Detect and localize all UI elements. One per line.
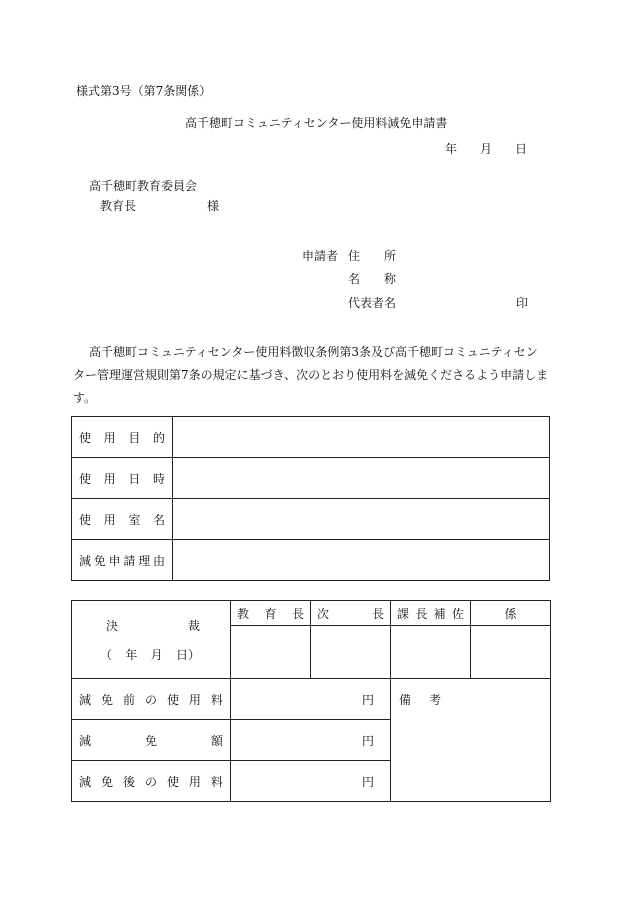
fee-after-field[interactable] [231, 761, 391, 802]
date-year: 年 [445, 142, 458, 156]
header-kakari: 係 [471, 601, 551, 626]
name-label: 名 称 [348, 272, 396, 286]
label-reason: 減 免 申 請 理 由 [72, 540, 173, 581]
remarks-cell[interactable] [391, 679, 551, 802]
yen-unit: 円 [361, 774, 374, 789]
date-day: 日 [515, 142, 528, 156]
label-purpose: 使 用 目 的 [72, 417, 173, 458]
table-row [72, 417, 550, 458]
body-line-3: す。 [73, 391, 97, 405]
document-title: 高千穂町コミュニティセンター使用料減免申請書 [185, 116, 448, 130]
decision-table [71, 600, 551, 802]
fee-before-field[interactable] [231, 679, 391, 720]
header-kyouikucho: 教 育 長 [231, 601, 311, 626]
seal-box-kachohosa[interactable] [391, 626, 471, 679]
seal-box-kakari[interactable] [471, 626, 551, 679]
decision-date: （ 年 月 日） [100, 647, 200, 662]
applicant-label: 申請者 [302, 249, 339, 263]
decision-cell [72, 601, 231, 679]
label-room: 使 用 室 名 [72, 499, 173, 540]
form-number: 様式第3号（第7条関係） [76, 84, 212, 98]
header-jicho: 次 長 [311, 601, 391, 626]
label-fee-before: 減 免 前 の 使 用 料 [72, 679, 231, 720]
usage-table [71, 416, 550, 581]
yen-unit: 円 [361, 733, 374, 748]
label-fee-after: 減 免 後 の 使 用 料 [72, 761, 231, 802]
seal-mark: 印 [516, 296, 529, 310]
body-line-2: ター管理運営規則第7条の規定に基づき、次のとおり使用料を減免くださるよう申請しま [73, 368, 549, 382]
label-reduction-amount: 減 免 額 [72, 720, 231, 761]
header-kachohosa: 課 長 補 佐 [391, 601, 471, 626]
seal-box-jicho[interactable] [311, 626, 391, 679]
remarks-label: 備 考 [399, 693, 442, 707]
address-label: 住 所 [348, 249, 396, 263]
body-line-1: 高千穂町コミュニティセンター使用料徴収条例第3条及び高千穂町コミュニティセン [89, 345, 538, 359]
room-field[interactable] [173, 499, 550, 540]
reduction-amount-field[interactable] [231, 720, 391, 761]
seal-box-kyouikucho[interactable] [231, 626, 311, 679]
purpose-field[interactable] [173, 417, 550, 458]
addressee-honorific: 様 [207, 199, 220, 213]
table-row [72, 679, 551, 720]
table-row [72, 458, 550, 499]
decision-label: 決 裁 [106, 618, 200, 633]
table-row [72, 540, 550, 581]
reason-field[interactable] [173, 540, 550, 581]
label-datetime: 使 用 日 時 [72, 458, 173, 499]
table-row [72, 499, 550, 540]
yen-unit: 円 [361, 692, 374, 707]
datetime-field[interactable] [173, 458, 550, 499]
addressee-org: 高千穂町教育委員会 [89, 179, 198, 193]
date-month: 月 [480, 142, 493, 156]
representative-label: 代表者名 [348, 296, 397, 310]
table-row [72, 601, 551, 626]
addressee-person: 教育長 [100, 199, 137, 213]
